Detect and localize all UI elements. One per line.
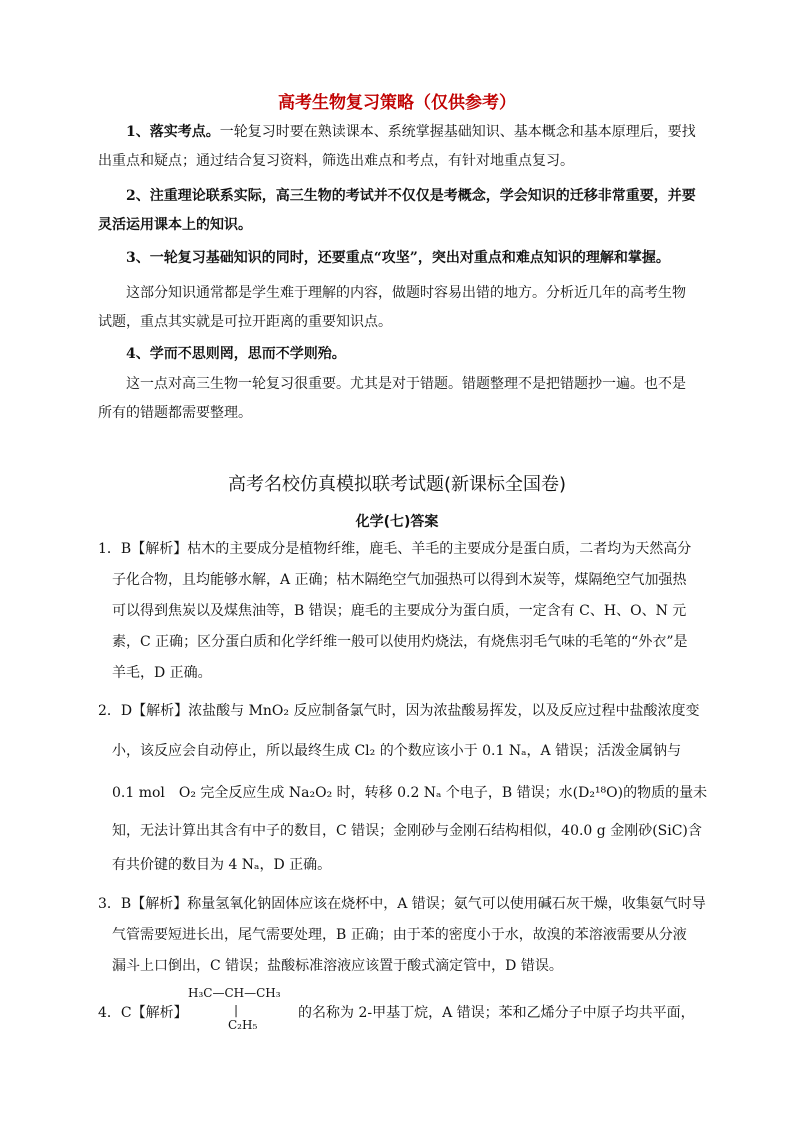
structural-formula-main-chain: H₃C—CH—CH₃: [188, 986, 281, 1000]
answer-3-line: 漏斗上口倒出，C 错误；盐酸标准溶液应该置于酸式滴定管中，D 错误。: [112, 958, 563, 974]
answer-1-line: 子化合物，且均能够水解，A 正确；枯木隔绝空气加强热可以得到木炭等，煤隔绝空气加强热: [112, 572, 687, 588]
structural-formula-bond: |: [234, 1003, 239, 1017]
structural-formula-branch: C₂H₅: [228, 1018, 258, 1032]
strategy-point-4-body: 这一点对高三生物一轮复习很重要。尤其是对于错题。错题整理不是把错题抄一遍。也不是所有的错题都需要整理。: [98, 376, 686, 421]
strategy-point-4: 4、学而不思则罔，思而不学则殆。: [126, 346, 346, 362]
answer-2-line: 0.1 mol O₂ 完全反应生成 Na₂O₂ 时，转移 0.2 Nₐ 个电子，B 错误；水(D₂¹⁸O)的物质的量未: [112, 785, 708, 801]
strategy-point-2: 2、注重理论联系实际，高三生物的考试并不仅仅是考概念，学会知识的迁移非常重要，并要灵活运用课本上的知识。: [98, 188, 696, 233]
answer-1-line: 素，C 正确；区分蛋白质和化学纤维一般可以使用灼烧法，有烧焦羽毛气味的毛笔的“外衣”是: [112, 634, 688, 650]
strategy-point-3-body: 这部分知识通常都是学生难于理解的内容，做题时容易出错的地方。分析近几年的高考生物试题，重点其实就是可拉开距离的重要知识点。: [98, 285, 686, 330]
strategy-point-3: 3、一轮复习基础知识的同时，还要重点“攻坚”，突出对重点和难点知识的理解和掌握。: [126, 250, 670, 266]
strategy-point-1-body: 一轮复习时要在熟读课本、系统掌握基础知识、基本概念和基本原理后，要找出重点和疑点；通过结合复习资料，筛选出难点和考点，有针对地重点复习。: [98, 124, 696, 169]
strategy-title: 高考生物复习策略（仅供参考）: [278, 93, 516, 113]
answer-3-line: 气管需要短进长出，尾气需要处理，B 正确；由于苯的密度小于水，故溴的苯溶液需要从分液: [112, 927, 687, 943]
exam-subtitle: 化学(七)答案: [355, 514, 439, 530]
answer-4-suffix: 的名称为 2-甲基丁烷，A 错误；苯和乙烯分子中原子均共平面，: [298, 1005, 695, 1021]
answer-3-line: 3．B【解析】称量氢氧化钠固体应该在烧杯中，A 错误；氨气可以使用碱石灰干燥，收集氨气时导: [98, 896, 706, 912]
exam-title: 高考名校仿真模拟联考试题(新课标全国卷): [227, 474, 567, 495]
answer-2-line: 小，该反应会自动停止，所以最终生成 Cl₂ 的个数应该小于 0.1 Nₐ，A 错误；活泼金属钠与: [112, 743, 682, 759]
answer-2-line: 有共价键的数目为 4 Nₐ，D 正确。: [112, 857, 332, 873]
answer-2-line: 知，无法计算出其含有中子的数目，C 错误；金刚砂与金刚石结构相似，40.0 g 金刚砂(SiC)含: [112, 823, 702, 839]
strategy-point-1: [98, 118, 698, 176]
strategy-point-1-heading: 1、落实考点。: [126, 124, 220, 140]
answer-1-line: 可以得到焦炭以及煤焦油等，B 错误；鹿毛的主要成分为蛋白质，一定含有 C、H、O、N 元: [112, 603, 687, 619]
answer-4-prefix: 4．C【解析】: [98, 1005, 188, 1021]
answer-2-line: 2．D【解析】浓盐酸与 MnO₂ 反应制备氯气时，因为浓盐酸易挥发，以及反应过程中盐酸浓度变: [98, 703, 700, 719]
answer-1-line: 1．B【解析】枯木的主要成分是植物纤维，鹿毛、羊毛的主要成分是蛋白质，二者均为天然高分: [98, 541, 692, 557]
answer-1-line: 羊毛，D 正确。: [112, 665, 212, 681]
